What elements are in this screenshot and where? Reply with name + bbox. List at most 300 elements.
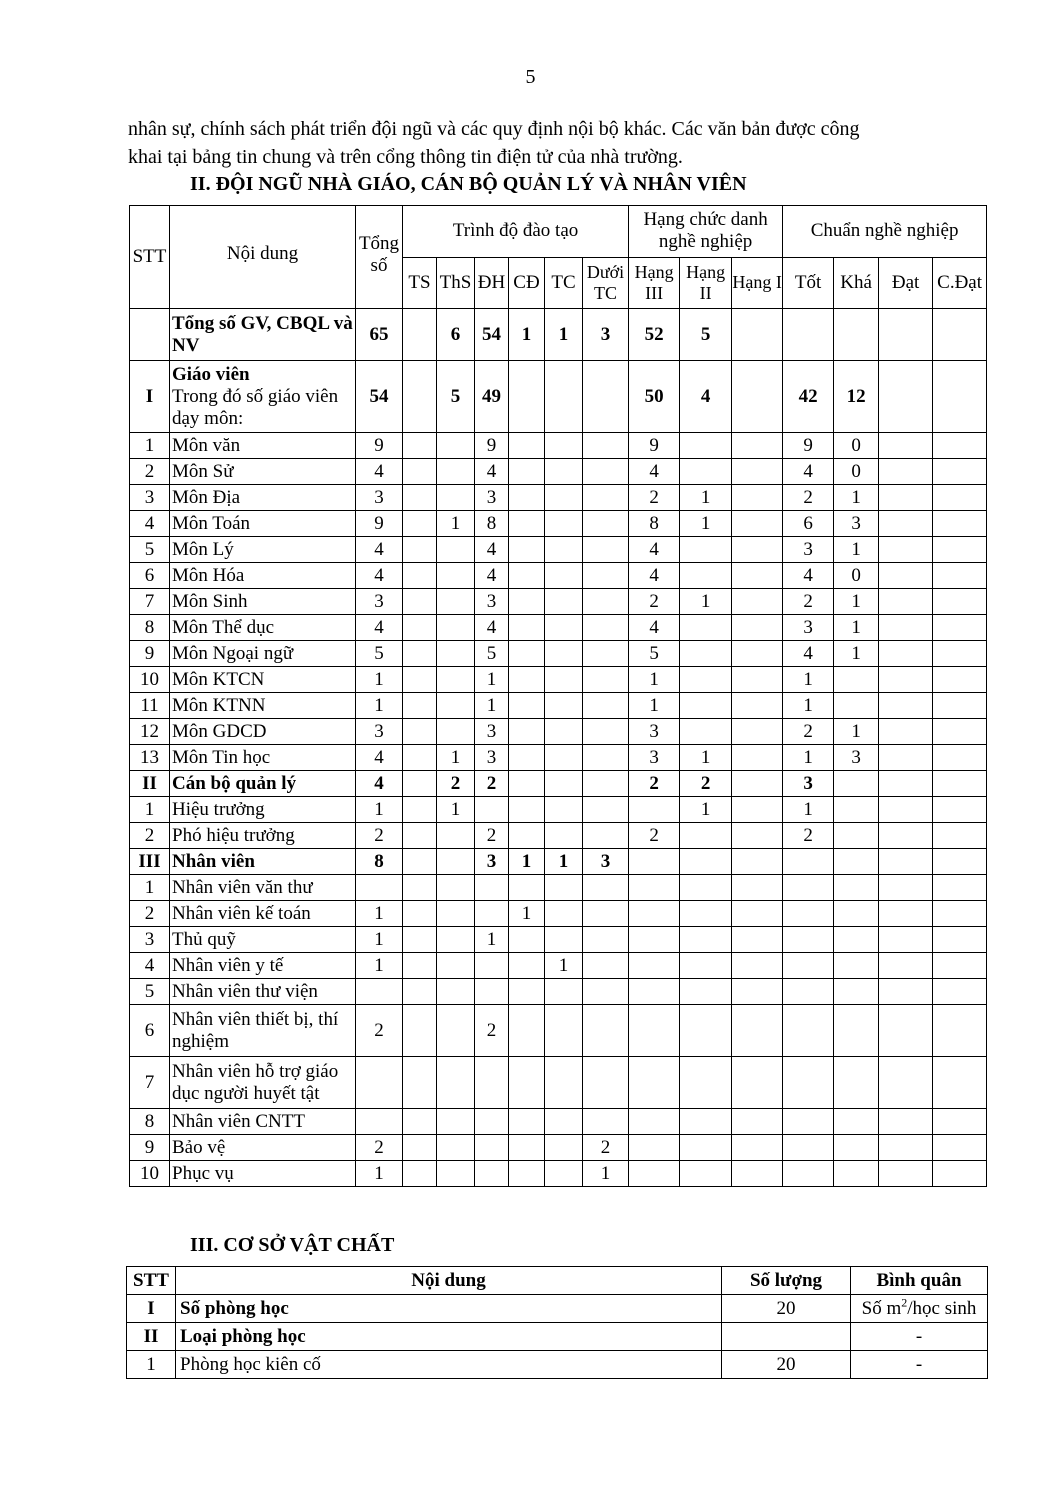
row-content: Môn Thể dục	[170, 615, 356, 641]
cell-hang-iii: 5	[629, 641, 680, 667]
table-row	[130, 953, 987, 979]
row-content: Cán bộ quản lý	[170, 771, 356, 797]
cell-kha: 1	[834, 589, 879, 615]
cell-dat	[879, 433, 933, 459]
header-cd: CĐ	[509, 257, 545, 309]
cell-dat	[879, 511, 933, 537]
facility-header-avg: Bình quân	[851, 1267, 988, 1295]
cell-tong-so: 8	[356, 849, 403, 875]
intro-line-2: khai tại bảng tin chung và trên cổng thông tin điện tử của nhà trường.	[128, 146, 683, 168]
cell-tc	[545, 1109, 583, 1135]
cell-hang-i	[732, 1135, 783, 1161]
cell-tc	[545, 589, 583, 615]
cell-dat	[879, 875, 933, 901]
facility-avg: -	[851, 1323, 988, 1351]
row-content: Môn GDCD	[170, 719, 356, 745]
row-content: Môn Ngoại ngữ	[170, 641, 356, 667]
cell-tc	[545, 927, 583, 953]
table-row	[130, 1109, 987, 1135]
cell-hang-iii	[629, 979, 680, 1005]
cell-ts	[403, 901, 437, 927]
cell-ths	[437, 641, 475, 667]
cell-duoi-tc	[583, 459, 629, 485]
cell-hang-ii	[680, 979, 732, 1005]
cell-kha: 1	[834, 615, 879, 641]
cell-dat	[879, 979, 933, 1005]
intro-paragraph	[128, 115, 988, 171]
cell-ths: 1	[437, 797, 475, 823]
row-stt: 7	[130, 589, 170, 615]
table-row	[130, 771, 987, 797]
cell-dat	[879, 589, 933, 615]
cell-kha	[834, 1005, 879, 1057]
header-hang-i: Hạng I	[732, 257, 783, 309]
cell-ts	[403, 875, 437, 901]
cell-dat	[879, 615, 933, 641]
cell-tot	[783, 901, 834, 927]
cell-hang-i	[732, 361, 783, 433]
cell-c-dat	[933, 875, 987, 901]
cell-hang-iii: 2	[629, 823, 680, 849]
cell-dh	[475, 1057, 509, 1109]
cell-ts	[403, 849, 437, 875]
row-stt: 6	[130, 563, 170, 589]
cell-duoi-tc	[583, 1005, 629, 1057]
cell-hang-ii	[680, 1005, 732, 1057]
cell-cd	[509, 1057, 545, 1109]
staff-table	[129, 205, 987, 1187]
cell-hang-iii	[629, 1135, 680, 1161]
cell-tong-so: 3	[356, 719, 403, 745]
cell-cd	[509, 979, 545, 1005]
cell-tot	[783, 309, 834, 361]
cell-tc	[545, 641, 583, 667]
cell-tc: 1	[545, 309, 583, 361]
cell-ts	[403, 719, 437, 745]
cell-ts	[403, 953, 437, 979]
cell-tc	[545, 693, 583, 719]
cell-cd	[509, 719, 545, 745]
cell-dh: 3	[475, 745, 509, 771]
cell-hang-ii	[680, 1057, 732, 1109]
cell-hang-i	[732, 615, 783, 641]
cell-dat	[879, 901, 933, 927]
cell-ths	[437, 1135, 475, 1161]
cell-tot: 4	[783, 563, 834, 589]
cell-hang-i	[732, 459, 783, 485]
cell-ts	[403, 433, 437, 459]
cell-tong-so: 3	[356, 485, 403, 511]
facility-avg: -	[851, 1351, 988, 1379]
facility-content: Phòng học kiên cố	[176, 1351, 722, 1379]
cell-kha	[834, 771, 879, 797]
cell-ths	[437, 849, 475, 875]
cell-ts	[403, 589, 437, 615]
cell-dh	[475, 979, 509, 1005]
cell-hang-i	[732, 823, 783, 849]
cell-kha: 1	[834, 641, 879, 667]
cell-ths	[437, 927, 475, 953]
cell-c-dat	[933, 745, 987, 771]
row-stt: 1	[130, 433, 170, 459]
cell-tot: 3	[783, 615, 834, 641]
cell-duoi-tc	[583, 901, 629, 927]
cell-cd	[509, 771, 545, 797]
table-row	[130, 537, 987, 563]
cell-ts	[403, 745, 437, 771]
row-stt: 6	[130, 1005, 170, 1057]
cell-cd	[509, 459, 545, 485]
facility-table	[126, 1266, 988, 1379]
cell-dat	[879, 641, 933, 667]
cell-ths: 5	[437, 361, 475, 433]
cell-tc	[545, 1135, 583, 1161]
cell-duoi-tc	[583, 433, 629, 459]
cell-tong-so: 1	[356, 1161, 403, 1187]
table-row	[130, 615, 987, 641]
cell-dat	[879, 693, 933, 719]
row-content: Môn Sinh	[170, 589, 356, 615]
cell-ths	[437, 953, 475, 979]
table-row	[130, 433, 987, 459]
cell-tc	[545, 433, 583, 459]
cell-kha	[834, 1057, 879, 1109]
cell-tong-so: 2	[356, 1005, 403, 1057]
cell-hang-iii	[629, 1005, 680, 1057]
cell-dh: 2	[475, 1005, 509, 1057]
cell-tong-so: 9	[356, 511, 403, 537]
cell-tong-so: 4	[356, 771, 403, 797]
table-row	[130, 641, 987, 667]
table-row	[130, 1135, 987, 1161]
section-2-title: II. ĐỘI NGŨ NHÀ GIÁO, CÁN BỘ QUẢN LÝ VÀ NHÂN VIÊN	[190, 173, 747, 195]
table-row	[130, 589, 987, 615]
cell-duoi-tc: 3	[583, 309, 629, 361]
cell-c-dat	[933, 1057, 987, 1109]
cell-hang-ii: 1	[680, 485, 732, 511]
cell-tong-so: 1	[356, 797, 403, 823]
cell-ts	[403, 667, 437, 693]
cell-ths	[437, 1057, 475, 1109]
cell-tong-so	[356, 875, 403, 901]
cell-tc	[545, 667, 583, 693]
cell-tot: 1	[783, 797, 834, 823]
facility-qty	[722, 1323, 851, 1351]
facility-qty: 20	[722, 1351, 851, 1379]
cell-duoi-tc	[583, 875, 629, 901]
cell-duoi-tc	[583, 953, 629, 979]
cell-cd	[509, 361, 545, 433]
cell-hang-i	[732, 927, 783, 953]
cell-kha	[834, 1161, 879, 1187]
row-content: Phục vụ	[170, 1161, 356, 1187]
cell-cd	[509, 563, 545, 589]
cell-dh: 3	[475, 849, 509, 875]
cell-duoi-tc	[583, 511, 629, 537]
cell-ths	[437, 459, 475, 485]
cell-hang-iii	[629, 901, 680, 927]
cell-hang-ii	[680, 693, 732, 719]
cell-duoi-tc	[583, 823, 629, 849]
cell-kha	[834, 693, 879, 719]
header-noi-dung: Nội dung	[170, 206, 356, 309]
cell-hang-ii: 1	[680, 745, 732, 771]
row-stt: 5	[130, 979, 170, 1005]
cell-hang-i	[732, 953, 783, 979]
cell-dh: 4	[475, 537, 509, 563]
cell-tong-so: 4	[356, 563, 403, 589]
facility-stt: I	[127, 1295, 176, 1323]
table-row	[130, 667, 987, 693]
row-content: Môn KTNN	[170, 693, 356, 719]
cell-dh: 54	[475, 309, 509, 361]
cell-hang-iii: 4	[629, 563, 680, 589]
cell-hang-ii	[680, 719, 732, 745]
cell-c-dat	[933, 485, 987, 511]
cell-tot	[783, 1057, 834, 1109]
row-content: Môn Lý	[170, 537, 356, 563]
cell-tc	[545, 537, 583, 563]
cell-cd	[509, 667, 545, 693]
cell-tot	[783, 1109, 834, 1135]
cell-hang-i	[732, 1161, 783, 1187]
cell-cd: 1	[509, 309, 545, 361]
cell-hang-i	[732, 537, 783, 563]
row-stt: 9	[130, 641, 170, 667]
cell-duoi-tc: 2	[583, 1135, 629, 1161]
cell-dh	[475, 875, 509, 901]
cell-tong-so: 9	[356, 433, 403, 459]
cell-ts	[403, 1057, 437, 1109]
cell-dh	[475, 1109, 509, 1135]
cell-duoi-tc	[583, 771, 629, 797]
cell-hang-i	[732, 589, 783, 615]
cell-dat	[879, 485, 933, 511]
cell-ths	[437, 1109, 475, 1135]
cell-hang-i	[732, 693, 783, 719]
cell-tong-so: 1	[356, 901, 403, 927]
cell-ts	[403, 615, 437, 641]
cell-hang-ii	[680, 615, 732, 641]
row-content: Nhân viên y tế	[170, 953, 356, 979]
cell-hang-i	[732, 511, 783, 537]
cell-kha	[834, 309, 879, 361]
row-stt	[130, 309, 170, 361]
cell-hang-iii: 3	[629, 719, 680, 745]
cell-hang-i	[732, 979, 783, 1005]
cell-tot	[783, 875, 834, 901]
cell-tc	[545, 615, 583, 641]
cell-hang-iii	[629, 849, 680, 875]
row-content: Thủ quỹ	[170, 927, 356, 953]
cell-ts	[403, 537, 437, 563]
cell-tot	[783, 849, 834, 875]
cell-kha	[834, 927, 879, 953]
cell-ts	[403, 1135, 437, 1161]
cell-dh: 9	[475, 433, 509, 459]
cell-duoi-tc: 1	[583, 1161, 629, 1187]
cell-tot: 4	[783, 459, 834, 485]
row-content-subtitle: Trong đó số giáo viên dạy môn:	[172, 385, 339, 429]
row-stt: 10	[130, 1161, 170, 1187]
cell-duoi-tc	[583, 485, 629, 511]
facility-content: Loại phòng học	[176, 1323, 722, 1351]
cell-ts	[403, 979, 437, 1005]
cell-hang-iii: 9	[629, 433, 680, 459]
cell-hang-i	[732, 849, 783, 875]
cell-cd	[509, 1161, 545, 1187]
cell-c-dat	[933, 589, 987, 615]
row-stt: 4	[130, 953, 170, 979]
cell-dat	[879, 1161, 933, 1187]
cell-hang-iii	[629, 875, 680, 901]
cell-dat	[879, 309, 933, 361]
cell-kha	[834, 667, 879, 693]
facility-stt: 1	[127, 1351, 176, 1379]
table-row	[130, 693, 987, 719]
facility-header-stt: STT	[127, 1267, 176, 1295]
cell-duoi-tc	[583, 615, 629, 641]
cell-hang-iii: 1	[629, 667, 680, 693]
cell-tong-so: 1	[356, 667, 403, 693]
section-3-title: III. CƠ SỞ VẬT CHẤT	[190, 1234, 395, 1256]
header-dh: ĐH	[475, 257, 509, 309]
cell-duoi-tc	[583, 589, 629, 615]
cell-dat	[879, 667, 933, 693]
cell-kha	[834, 797, 879, 823]
cell-kha: 1	[834, 485, 879, 511]
cell-tc	[545, 901, 583, 927]
cell-kha: 1	[834, 719, 879, 745]
row-content: Môn Tin học	[170, 745, 356, 771]
cell-tc: 1	[545, 953, 583, 979]
table-row	[130, 719, 987, 745]
row-content: Nhân viên văn thư	[170, 875, 356, 901]
cell-hang-i	[732, 641, 783, 667]
cell-dat	[879, 1109, 933, 1135]
row-content: Môn văn	[170, 433, 356, 459]
cell-tc	[545, 745, 583, 771]
header-ths: ThS	[437, 257, 475, 309]
cell-hang-iii: 2	[629, 771, 680, 797]
cell-cd	[509, 953, 545, 979]
cell-kha	[834, 953, 879, 979]
cell-hang-ii: 1	[680, 511, 732, 537]
cell-c-dat	[933, 953, 987, 979]
table-row	[130, 459, 987, 485]
staff-table-body	[130, 309, 987, 1187]
header-hang-iii: Hạng III	[629, 257, 680, 309]
cell-tot	[783, 1005, 834, 1057]
cell-tong-so: 4	[356, 459, 403, 485]
cell-dat	[879, 745, 933, 771]
cell-dh: 4	[475, 459, 509, 485]
facility-avg	[851, 1295, 988, 1323]
cell-ths	[437, 1005, 475, 1057]
row-content: Tổng số GV, CBQL và NV	[170, 309, 356, 361]
cell-kha: 0	[834, 459, 879, 485]
cell-dat	[879, 537, 933, 563]
facility-avg-prefix: Số m	[861, 1297, 902, 1319]
cell-dh: 1	[475, 667, 509, 693]
cell-c-dat	[933, 927, 987, 953]
cell-c-dat	[933, 361, 987, 433]
cell-duoi-tc	[583, 1109, 629, 1135]
cell-hang-iii	[629, 797, 680, 823]
cell-ts	[403, 1005, 437, 1057]
cell-tc	[545, 771, 583, 797]
cell-tot: 1	[783, 745, 834, 771]
table-row	[130, 1005, 987, 1057]
cell-ts	[403, 563, 437, 589]
cell-hang-ii	[680, 1109, 732, 1135]
cell-c-dat	[933, 1161, 987, 1187]
row-content-title: Giáo viên	[172, 363, 250, 385]
cell-ths: 6	[437, 309, 475, 361]
facility-avg-suffix: /học sinh	[907, 1297, 977, 1319]
cell-hang-ii	[680, 901, 732, 927]
header-tong-so: Tổng số	[356, 206, 403, 309]
cell-ths	[437, 1161, 475, 1187]
cell-tong-so: 2	[356, 823, 403, 849]
table-row	[130, 927, 987, 953]
cell-dat	[879, 361, 933, 433]
cell-hang-i	[732, 433, 783, 459]
table-row	[130, 361, 987, 433]
cell-ts	[403, 361, 437, 433]
cell-c-dat	[933, 693, 987, 719]
cell-c-dat	[933, 667, 987, 693]
cell-kha	[834, 875, 879, 901]
cell-hang-iii: 4	[629, 459, 680, 485]
cell-dh: 2	[475, 823, 509, 849]
facility-row	[127, 1351, 988, 1379]
cell-tc	[545, 875, 583, 901]
cell-tc	[545, 719, 583, 745]
cell-ths: 2	[437, 771, 475, 797]
cell-hang-ii: 1	[680, 589, 732, 615]
cell-ths	[437, 875, 475, 901]
header-stt: STT	[130, 206, 170, 309]
cell-dat	[879, 1057, 933, 1109]
cell-kha: 0	[834, 433, 879, 459]
cell-cd: 1	[509, 901, 545, 927]
cell-tong-so: 1	[356, 693, 403, 719]
cell-tc	[545, 1161, 583, 1187]
cell-duoi-tc	[583, 745, 629, 771]
cell-ts	[403, 485, 437, 511]
cell-tot	[783, 979, 834, 1005]
cell-duoi-tc	[583, 361, 629, 433]
row-content: Môn Địa	[170, 485, 356, 511]
cell-tong-so: 1	[356, 953, 403, 979]
row-stt: 8	[130, 615, 170, 641]
cell-hang-ii	[680, 641, 732, 667]
row-content: Môn Toán	[170, 511, 356, 537]
cell-dh: 4	[475, 615, 509, 641]
cell-kha: 0	[834, 563, 879, 589]
cell-ths	[437, 485, 475, 511]
cell-duoi-tc	[583, 537, 629, 563]
cell-duoi-tc	[583, 797, 629, 823]
cell-tong-so: 3	[356, 589, 403, 615]
cell-tong-so: 5	[356, 641, 403, 667]
cell-hang-ii	[680, 823, 732, 849]
row-stt: 9	[130, 1135, 170, 1161]
cell-tc	[545, 797, 583, 823]
cell-tot: 2	[783, 589, 834, 615]
cell-cd	[509, 433, 545, 459]
